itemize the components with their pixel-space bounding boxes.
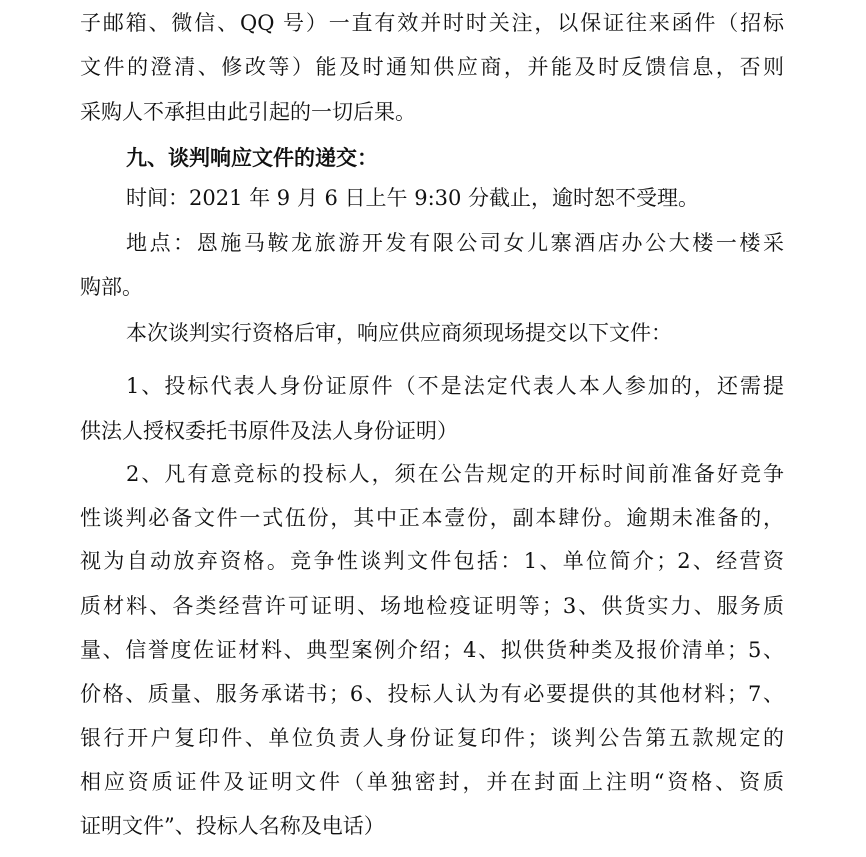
text-line: 价格、质量、服务承诺书；6、投标人认为有必要提供的其他材料；7、 <box>80 682 784 706</box>
text-line: 时间：2021 年 9 月 6 日上午 9:30 分截止，逾时恕不受理。 <box>126 186 700 210</box>
text-line: 证明文件”、投标人名称及电话） <box>80 814 385 838</box>
text-line: 本次谈判实行资格后审，响应供应商须现场提交以下文件： <box>126 321 672 345</box>
text-line: 相应资质证件及证明文件（单独密封，并在封面上注明“资格、资质 <box>80 770 784 794</box>
text-line: 2、凡有意竞标的投标人，须在公告规定的开标时间前准备好竞争 <box>126 462 784 486</box>
text-line: 质材料、各类经营许可证明、场地检疫证明等；3、供货实力、服务质 <box>80 594 784 618</box>
text-line: 文件的澄清、修改等）能及时通知供应商，并能及时反馈信息，否则 <box>80 55 784 79</box>
text-line: 子邮箱、微信、QQ 号）一直有效并时时关注，以保证往来函件（招标 <box>80 11 784 35</box>
text-line: 供法人授权委托书原件及法人身份证明） <box>80 419 458 443</box>
text-line: 购部。 <box>80 275 143 299</box>
text-line: 视为自动放弃资格。竞争性谈判文件包括：1、单位简介；2、经营资 <box>80 549 784 573</box>
text-line: 采购人不承担由此引起的一切后果。 <box>80 100 416 124</box>
section-heading: 九、谈判响应文件的递交： <box>126 145 378 170</box>
text-line: 量、信誉度佐证材料、典型案例介绍；4、拟供货种类及报价清单；5、 <box>80 638 784 662</box>
text-line: 1、投标代表人身份证原件（不是法定代表人本人参加的，还需提 <box>126 374 784 398</box>
text-line: 性谈判必备文件一式伍份，其中正本壹份，副本肆份。逾期未准备的， <box>80 506 784 530</box>
text-line: 地点：恩施马鞍龙旅游开发有限公司女儿寨酒店办公大楼一楼采 <box>126 231 784 255</box>
text-line: 银行开户复印件、单位负责人身份证复印件；谈判公告第五款规定的 <box>80 726 784 750</box>
